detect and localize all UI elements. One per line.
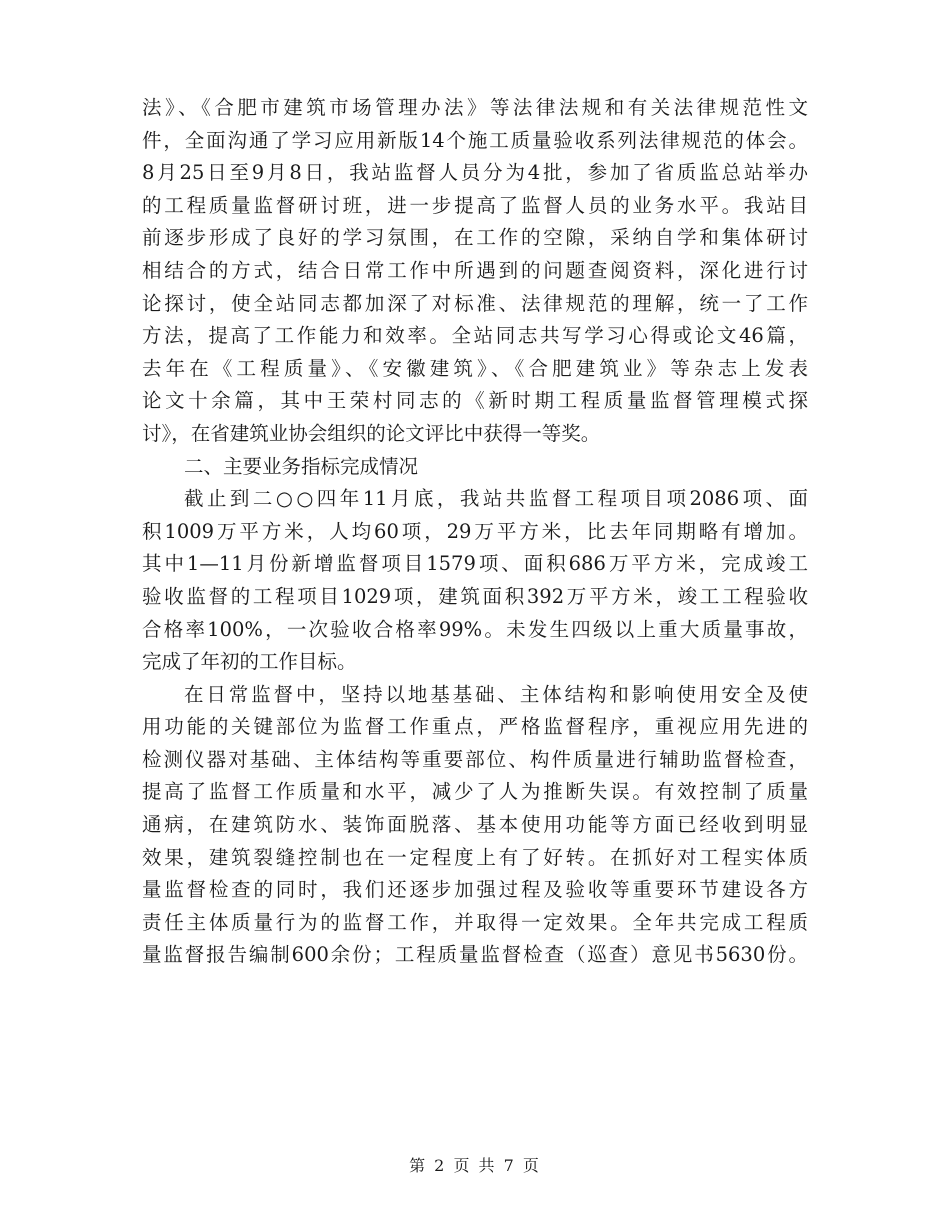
text-line: 检测仪器对基础、主体结构等重要部位、构件质量进行辅助监督检查， (142, 747, 808, 771)
text-line: 的工程质量监督研讨班，进一步提高了监督人员的业务水平。我站目 (142, 193, 808, 217)
text-line: 效果，建筑裂缝控制也在一定程度上有了好转。在抓好对工程实体质 (142, 845, 808, 869)
text-line: 论探讨，使全站同志都加深了对标准、法律规范的理解，统一了工作 (142, 291, 808, 315)
text-line: 件，全面沟通了学习应用新版14个施工质量验收系列法律规范的体会。 (142, 128, 808, 152)
text-line: 提高了监督工作质量和水平，减少了人为推断失误。有效控制了质量 (142, 780, 808, 804)
text-line: 积1009万平方米，人均60项，29万平方米，比去年同期略有增加。 (142, 519, 808, 543)
text-line: 讨》，在省建筑业协会组织的论文评比中获得一等奖。 (142, 421, 601, 445)
text-line: 合格率100%，一次验收合格率99%。未发生四级以上重大质量事故， (142, 617, 808, 641)
text-line: 验收监督的工程项目1029项，建筑面积392万平方米，竣工工程验收 (142, 584, 808, 608)
text-line: 论文十余篇，其中王荣村同志的《新时期工程质量监督管理模式探 (142, 389, 808, 413)
text-line: 通病，在建筑防水、装饰面脱落、基本使用功能等方面已经收到明显 (142, 813, 808, 837)
text-line: 其中1—11月份新增监督项目1579项、面积686万平方米，完成竣工 (142, 552, 808, 576)
text-line: 去年在《工程质量》、《安徽建筑》、《合肥建筑业》等杂志上发表 (142, 356, 808, 380)
text-line: 用功能的关键部位为监督工作重点，严格监督程序，重视应用先进的 (142, 715, 808, 739)
text-line: 8月25日至9月8日，我站监督人员分为4批，参加了省质监总站举办 (142, 161, 808, 185)
text-line: 法》、《合肥市建筑市场管理办法》等法律法规和有关法律规范性文 (142, 96, 808, 119)
section-heading: 二、主要业务指标完成情况 (184, 454, 419, 478)
text-line: 责任主体质量行为的监督工作，并取得一定效果。全年共完成工程质 (142, 910, 808, 934)
text-line: 方法，提高了工作能力和效率。全站同志共写学习心得或论文46篇， (142, 324, 808, 348)
text-line: 量监督报告编制600余份；工程质量监督检查（巡查）意见书5630份。 (142, 943, 808, 967)
text-line: 截止到二○○四年11月底，我站共监督工程项目项2086项、面 (184, 487, 808, 511)
text-line: 完成了年初的工作目标。 (142, 650, 357, 674)
text-line: 在日常监督中，坚持以地基基础、主体结构和影响使用安全及使 (184, 682, 808, 706)
text-line: 量监督检查的同时，我们还逐步加强过程及验收等重要环节建设各方 (142, 878, 808, 902)
document-body (142, 92, 808, 972)
text-line: 前逐步形成了良好的学习氛围，在工作的空隙，采纳自学和集体研讨 (142, 226, 808, 250)
page-number-footer: 第 2 页 共 7 页 (409, 1156, 541, 1175)
text-line: 相结合的方式，结合日常工作中所遇到的问题查阅资料，深化进行讨 (142, 258, 808, 282)
